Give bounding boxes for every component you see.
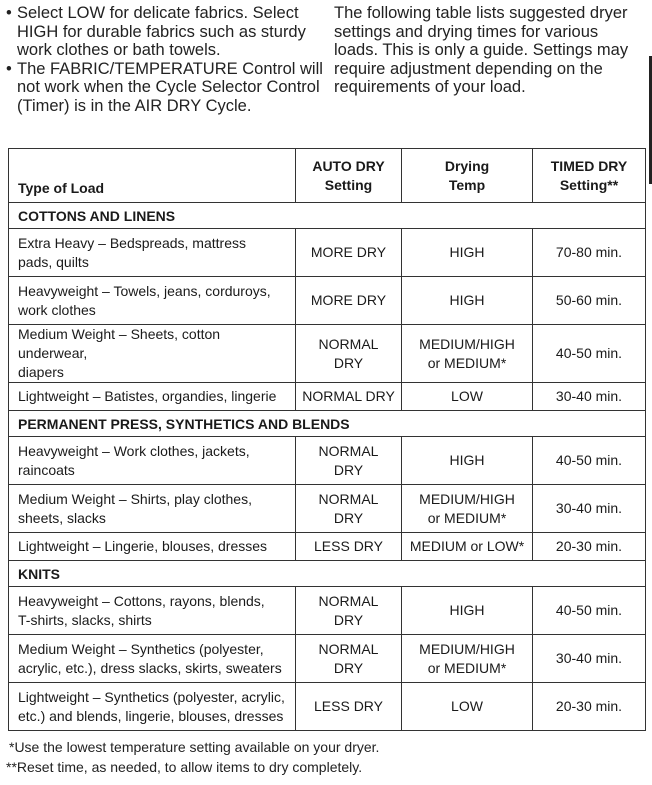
section-title: COTTONS AND LINENS	[9, 203, 646, 229]
timed-dry-cell: 70-80 min.	[533, 229, 646, 277]
table-header-row	[9, 149, 646, 203]
timed-dry-cell: 40-50 min.	[533, 587, 646, 635]
bullet-icon: •	[6, 59, 12, 78]
table-row	[9, 485, 646, 533]
auto-dry-cell: NORMAL DRY	[296, 437, 402, 485]
intro-bullet-2	[6, 60, 324, 116]
header-type-of-load: Type of Load	[9, 149, 296, 203]
drying-temp-cell: LOW	[402, 683, 533, 731]
timed-dry-cell: 40-50 min.	[533, 437, 646, 485]
load-type-cell: Heavyweight – Towels, jeans, corduroys, work clothes	[9, 277, 296, 325]
auto-dry-cell: NORMAL DRY	[296, 635, 402, 683]
table-row	[9, 325, 646, 383]
intro-bullet-text: The FABRIC/TEMPERATURE Control will not work when the Cycle Selector Control (Timer) is in the AIR DRY Cycle.	[17, 59, 323, 115]
table-row	[9, 635, 646, 683]
section-header-row	[9, 561, 646, 587]
timed-dry-cell: 20-30 min.	[533, 533, 646, 561]
timed-dry-cell: 30-40 min.	[533, 383, 646, 411]
drying-temp-cell: MEDIUM/HIGH or MEDIUM*	[402, 325, 533, 383]
timed-dry-cell: 20-30 min.	[533, 683, 646, 731]
auto-dry-cell: NORMAL DRY	[296, 383, 402, 411]
load-type-cell: Extra Heavy – Bedspreads, mattress pads, quilts	[9, 229, 296, 277]
drying-temp-cell: LOW	[402, 383, 533, 411]
table-row	[9, 383, 646, 411]
table-row	[9, 437, 646, 485]
drying-temp-cell: HIGH	[402, 437, 533, 485]
load-type-cell: Heavyweight – Work clothes, jackets, raincoats	[9, 437, 296, 485]
section-header-row	[9, 203, 646, 229]
auto-dry-cell: NORMAL DRY	[296, 325, 402, 383]
timed-dry-cell: 40-50 min.	[533, 325, 646, 383]
table-row	[9, 683, 646, 731]
load-type-cell: Heavyweight – Cottons, rayons, blends, T-shirts, slacks, shirts	[9, 587, 296, 635]
auto-dry-cell: LESS DRY	[296, 533, 402, 561]
drying-temp-cell: HIGH	[402, 587, 533, 635]
table-row	[9, 533, 646, 561]
header-timed-dry: TIMED DRY Setting**	[533, 149, 646, 203]
section-header-row	[9, 411, 646, 437]
load-type-cell: Lightweight – Batistes, organdies, lingerie	[9, 383, 296, 411]
timed-dry-cell: 30-40 min.	[533, 485, 646, 533]
auto-dry-cell: NORMAL DRY	[296, 485, 402, 533]
table-row	[9, 587, 646, 635]
section-title: KNITS	[9, 561, 646, 587]
load-type-cell: Medium Weight – Sheets, cotton underwear, diapers	[9, 325, 296, 383]
drying-temp-cell: HIGH	[402, 229, 533, 277]
section-title: PERMANENT PRESS, SYNTHETICS AND BLENDS	[9, 411, 646, 437]
load-type-cell: Medium Weight – Synthetics (polyester, acrylic, etc.), dress slacks, skirts, sweaters	[9, 635, 296, 683]
auto-dry-cell: NORMAL DRY	[296, 587, 402, 635]
auto-dry-cell: MORE DRY	[296, 277, 402, 325]
header-drying-temp: Drying Temp	[402, 149, 533, 203]
intro-left-column	[6, 4, 324, 116]
intro-bullet-1	[6, 4, 324, 60]
footnote-double-asterisk: **Reset time, as needed, to allow items to dry completely.	[6, 759, 363, 775]
table-body	[9, 203, 646, 731]
timed-dry-cell: 50-60 min.	[533, 277, 646, 325]
drying-temp-cell: HIGH	[402, 277, 533, 325]
load-type-cell: Lightweight – Synthetics (polyester, acrylic, etc.) and blends, lingerie, blouses, dresses	[9, 683, 296, 731]
intro-right-paragraph: The following table lists suggested dryer settings and drying times for various loads. This is only a guide. Settings may require adjustment depending on the requirements of your load.	[334, 4, 629, 97]
drying-temp-cell: MEDIUM/HIGH or MEDIUM*	[402, 635, 533, 683]
header-auto-dry: AUTO DRY Setting	[296, 149, 402, 203]
drying-temp-cell: MEDIUM/HIGH or MEDIUM*	[402, 485, 533, 533]
load-type-cell: Lightweight – Lingerie, blouses, dresses	[9, 533, 296, 561]
drying-temp-cell: MEDIUM or LOW*	[402, 533, 533, 561]
bullet-icon: •	[6, 4, 12, 22]
table-row	[9, 277, 646, 325]
timed-dry-cell: 30-40 min.	[533, 635, 646, 683]
load-type-cell: Medium Weight – Shirts, play clothes, sheets, slacks	[9, 485, 296, 533]
intro-bullet-text: Select LOW for delicate fabrics. Select HIGH for durable fabrics such as sturdy work clothes or bath towels.	[17, 4, 306, 60]
footnote-asterisk: *Use the lowest temperature setting available on your dryer.	[9, 739, 380, 755]
dryer-settings-table	[8, 148, 646, 731]
table-row	[9, 229, 646, 277]
auto-dry-cell: MORE DRY	[296, 229, 402, 277]
auto-dry-cell: LESS DRY	[296, 683, 402, 731]
